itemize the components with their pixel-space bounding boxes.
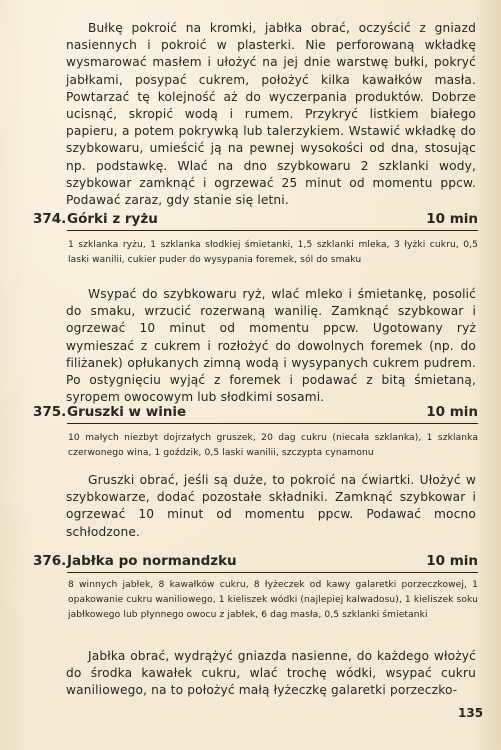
recipe-method-376: Jabłka obrać, wydrążyć gniazda nasienne, do każdego włożyć do środka kawałek cukru, wlać trochę wódki, wsypać cukru waniliowego, na to położyć małą łyżeczkę galaretki porzeczko-: [66, 649, 476, 698]
header-rule: [67, 423, 478, 424]
header-rule: [67, 230, 478, 231]
recipe-header-376: [33, 553, 478, 573]
recipe-time: 10 min: [426, 553, 478, 569]
recipe-header-374: [33, 211, 478, 231]
recipe-header-375: [33, 404, 478, 424]
recipe-ingredients-374: 1 szklanka ryżu, 1 szklanka słodkiej śmietanki, 1,5 szklanki mleka, 3 łyżki cukru, 0,5 laski wanilii, cukier puder do wysypania foremek, sól do smaku: [68, 240, 478, 265]
recipe-time: 10 min: [426, 404, 478, 420]
recipe-number: 375.: [33, 404, 67, 420]
intro-paragraph: Bułkę pokroić na kromki, jabłka obrać, oczyścić z gniazd nasiennych i pokroić w plasterki. Nie perforowaną wkładkę wysmarować masłem i ułożyć na jej dnie warstwę bułki, pokryć jabłkami, posypać cukrem, położyć kilka kawałków masła. Powtarzać tę kolejność aż do wyczerpania produktów. Dobrze ucisnąć, skropić wodą i rumem. Przykryć listkiem białego papieru, a potem pokrywką lub talerzykiem. Wstawić wkładkę do szybkowaru, umieścić ją na pewnej wysokości od dna, stosując np. podstawkę. Wlać na dno szybkowaru 2 szklanki wody, szybkowar zamknąć i ogrzewać 25 minut od momentu ppcw. Podawać zaraz, gdy stanie się letni.: [66, 21, 476, 208]
recipe-number: 374.: [33, 211, 67, 227]
recipe-ingredients-375: 10 małych niezbyt dojrzałych gruszek, 20 dag cukru (niecała szklanka), 1 szklanka czerwonego wina, 1 goździk, 0,5 laski wanilii, szczypta cynamonu: [68, 433, 478, 458]
recipe-title: Gruszki w winie: [67, 404, 187, 420]
recipe-time: 10 min: [426, 211, 478, 227]
recipe-ingredients-376: 8 winnych jabłek, 8 kawałków cukru, 8 łyżeczek od kawy galaretki porzeczkowej, 1 opakowanie cukru waniliowego, 1 kieliszek wódki (najlepiej kalwadosu), 1 kieliszek soku jabłkowego lub płynnego owocu z jabłek, 6 dag masła, 0,5 szklanki śmietanki: [68, 580, 478, 620]
page-number: 135: [458, 706, 484, 720]
recipe-title: Jabłka po normandzku: [67, 553, 237, 569]
recipe-number: 376.: [33, 553, 67, 569]
recipe-title: Górki z ryżu: [67, 211, 158, 227]
recipe-method-374: Wsypać do szybkowaru ryż, wlać mleko i śmietankę, posolić do smaku, wrzucić rozerwaną wanilię. Zamknąć szybkowar i ogrzewać 10 minut od momentu ppcw. Ugotowany ryż wymieszać z cukrem i rozłożyć do dowolnych foremek (np. do filiżanek) opłukanych zimną wodą i wysypanych cukrem pudrem. Po ostygnięciu wyjąć z foremek i podawać z bitą śmietaną, syropem owocowym lub słodkimi sosami.: [66, 287, 476, 405]
recipe-method-375: Gruszki obrać, jeśli są duże, to pokroić na ćwiartki. Ułożyć w szybkowarze, dodać pozostałe składniki. Zamknąć szybkowar i ogrzewać 10 minut od momentu ppcw. Podawać mocno schłodzone.: [66, 473, 476, 539]
header-rule: [67, 572, 478, 573]
